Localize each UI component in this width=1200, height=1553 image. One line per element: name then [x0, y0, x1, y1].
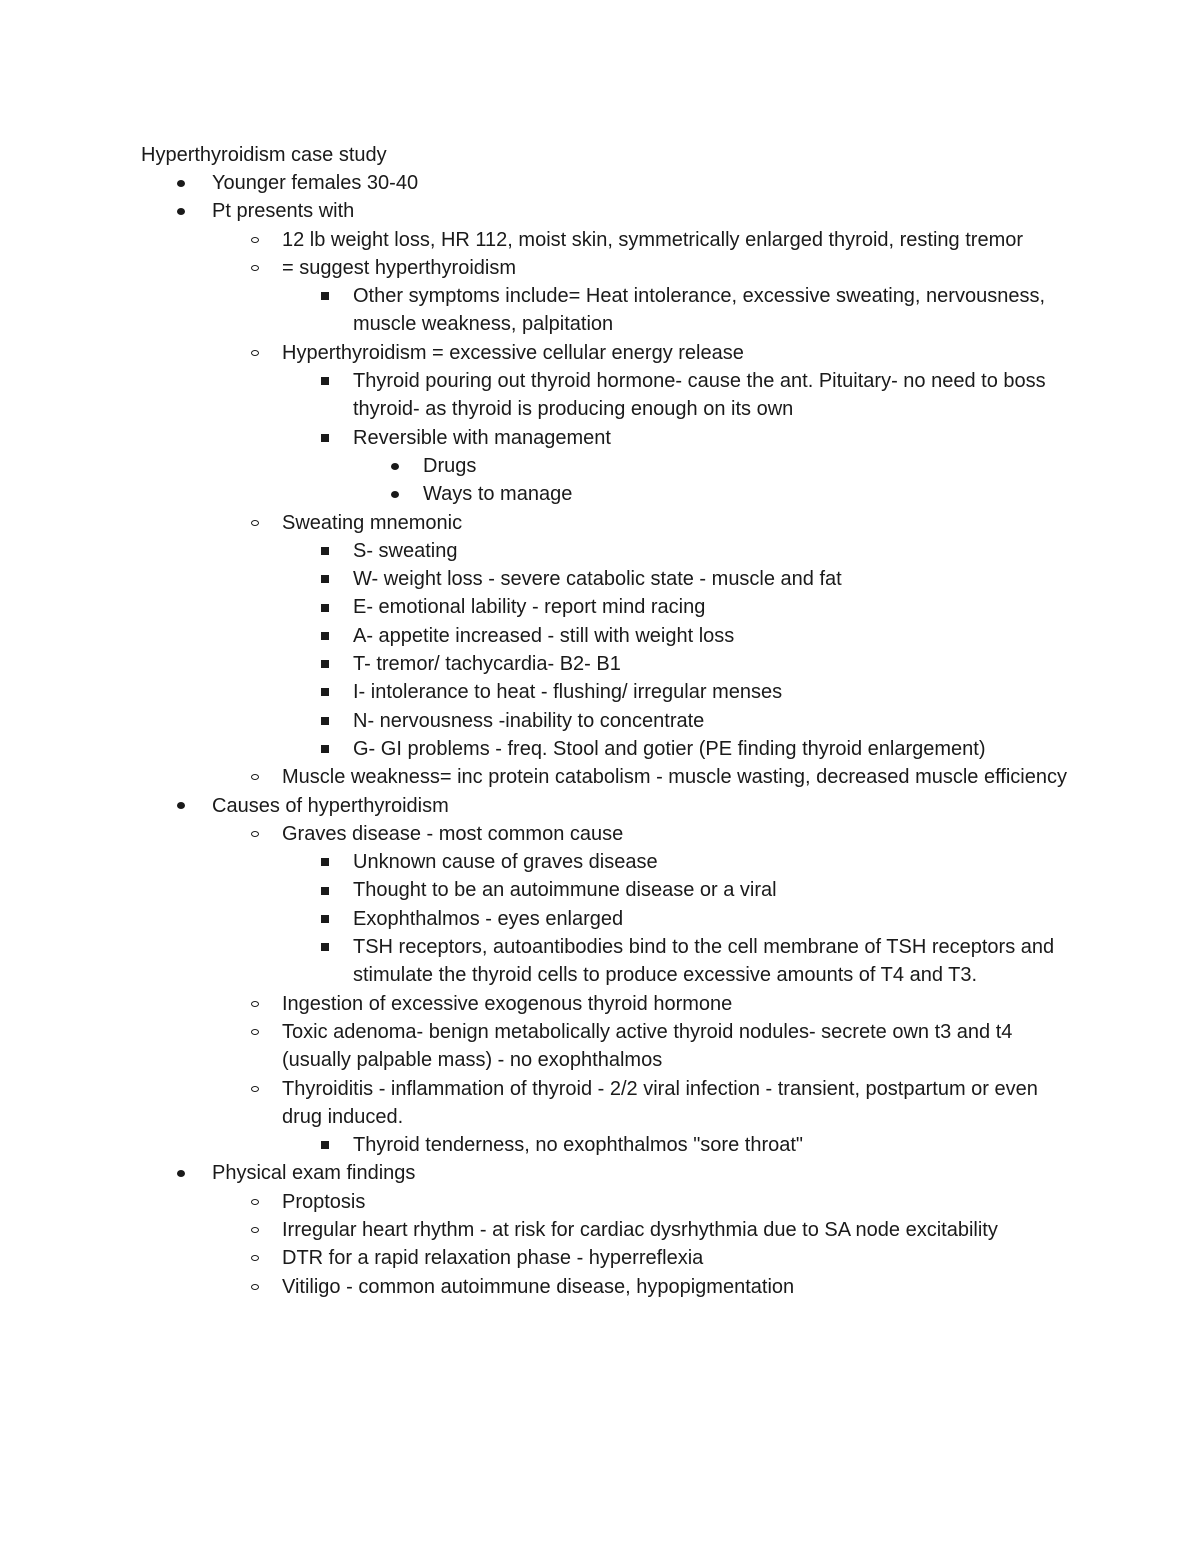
- bullet-circle-icon: [248, 254, 262, 282]
- list-item-text: Causes of hyperthyroidism: [212, 794, 449, 817]
- bullet-circle-icon: [248, 1216, 262, 1244]
- bullet-square-icon: [318, 735, 332, 763]
- list-item: [0, 678, 1200, 706]
- list-item-text: W- weight loss - severe catabolic state - muscle and fat: [353, 568, 842, 591]
- list-item: [0, 226, 1200, 254]
- list-item: [0, 1188, 1200, 1216]
- list-item: [0, 1018, 1200, 1075]
- list-item: [0, 1131, 1200, 1159]
- list-item: [0, 876, 1200, 904]
- list-item: [0, 1273, 1200, 1301]
- list-item: [0, 480, 1200, 508]
- list-item: [0, 1075, 1200, 1132]
- bullet-square-icon: [318, 905, 332, 933]
- list-item: [0, 339, 1200, 367]
- list-item-text: T- tremor/ tachycardia- B2- B1: [353, 653, 621, 676]
- list-item: [0, 565, 1200, 593]
- list-item: [0, 1159, 1200, 1187]
- bullet-circle-icon: [248, 509, 262, 537]
- document-title: Hyperthyroidism case study: [141, 144, 387, 166]
- list-item: [0, 933, 1200, 990]
- list-item: [0, 1216, 1200, 1244]
- list-item: [0, 254, 1200, 282]
- bullet-circle-icon: [248, 339, 262, 367]
- list-item-text: Drugs: [423, 454, 477, 477]
- bullet-square-icon: [318, 1131, 332, 1159]
- list-item: [0, 537, 1200, 565]
- list-item-text: Toxic adenoma- benign metabolically active thyroid nodules- secrete own t3 and t4 (usually palpable mass) - no exophthalmos: [282, 1020, 1013, 1072]
- list-item-text: Younger females 30-40: [212, 172, 419, 194]
- list-item: [0, 763, 1200, 791]
- bullet-square-icon: [318, 282, 332, 310]
- bullet-circle-icon: [248, 820, 262, 848]
- list-item: [0, 848, 1200, 876]
- list-item-text: A- appetite increased - still with weight loss: [353, 624, 735, 647]
- bullet-dot-icon: [174, 197, 188, 225]
- list-item-text: Vitiligo - common autoimmune disease, hypopigmentation: [282, 1275, 795, 1298]
- list-item-text: Physical exam findings: [212, 1162, 416, 1185]
- list-item-text: TSH receptors, autoantibodies bind to the cell membrane of TSH receptors and stimulate the thyroid cells to produce excessive amounts of T4 and T3.: [353, 936, 1055, 987]
- list-item: [0, 792, 1200, 820]
- list-item-text: Ways to manage: [423, 483, 573, 506]
- bullet-square-icon: [318, 876, 332, 904]
- list-item-text: Graves disease - most common cause: [282, 822, 624, 845]
- list-item-text: Other symptoms include= Heat intolerance, excessive sweating, nervousness, muscle weakness, palpitation: [353, 285, 1046, 336]
- bullet-circle-icon: [248, 1018, 262, 1046]
- list-item: [0, 820, 1200, 848]
- bullet-square-icon: [318, 622, 332, 650]
- list-item-text: Hyperthyroidism = excessive cellular energy release: [282, 341, 744, 364]
- list-item-text: Thyroiditis - inflammation of thyroid - 2/2 viral infection - transient, postpartum or even drug induced.: [282, 1077, 1038, 1128]
- bullet-square-icon: [318, 848, 332, 876]
- list-item: [0, 707, 1200, 735]
- list-item: [0, 509, 1200, 537]
- list-item: [0, 593, 1200, 621]
- bullet-circle-icon: [248, 1075, 262, 1103]
- list-item-text: 12 lb weight loss, HR 112, moist skin, symmetrically enlarged thyroid, resting tremor: [282, 228, 1024, 251]
- list-item-text: S- sweating: [353, 539, 458, 562]
- list-item: [0, 990, 1200, 1018]
- list-item-text: G- GI problems - freq. Stool and gotier (PE finding thyroid enlargement): [353, 737, 986, 760]
- list-item-text: Muscle weakness= inc protein catabolism - muscle wasting, decreased muscle efficiency: [282, 766, 1067, 789]
- list-item-text: Exophthalmos - eyes enlarged: [353, 907, 624, 930]
- list-item: [0, 424, 1200, 452]
- list-item-text: Thyroid tenderness, no exophthalmos "sore throat": [353, 1134, 803, 1157]
- list-item-text: I- intolerance to heat - flushing/ irregular menses: [353, 681, 783, 704]
- list-item: [0, 622, 1200, 650]
- bullet-circle-icon: [248, 1244, 262, 1272]
- bullet-dot-icon: [388, 452, 402, 480]
- bullet-square-icon: [318, 707, 332, 735]
- bullet-square-icon: [318, 424, 332, 452]
- list-item-text: Sweating mnemonic: [282, 511, 463, 534]
- list-item: [0, 197, 1200, 225]
- list-item-text: Irregular heart rhythm - at risk for cardiac dysrhythmia due to SA node excitability: [282, 1218, 998, 1241]
- bullet-circle-icon: [248, 226, 262, 254]
- list-item: [0, 169, 1200, 197]
- list-item: [0, 905, 1200, 933]
- list-item-text: Reversible with management: [353, 426, 611, 449]
- list-item-text: Proptosis: [282, 1190, 366, 1213]
- list-item: [0, 367, 1200, 424]
- bullet-square-icon: [318, 933, 332, 961]
- list-item: [0, 1244, 1200, 1272]
- bullet-circle-icon: [248, 990, 262, 1018]
- list-item-text: E- emotional lability - report mind racing: [353, 596, 706, 619]
- bullet-square-icon: [318, 367, 332, 395]
- bullet-circle-icon: [248, 1188, 262, 1216]
- list-item-text: Thought to be an autoimmune disease or a viral: [353, 879, 777, 902]
- list-item: [0, 452, 1200, 480]
- list-item-text: Thyroid pouring out thyroid hormone- cause the ant. Pituitary- no need to boss thyroid- as thyroid is producing enough on its own: [353, 370, 1046, 421]
- bullet-dot-icon: [388, 480, 402, 508]
- bullet-square-icon: [318, 537, 332, 565]
- list-item-text: Unknown cause of graves disease: [353, 851, 658, 874]
- list-item-text: DTR for a rapid relaxation phase - hyperreflexia: [282, 1247, 704, 1270]
- list-item-text: N- nervousness -inability to concentrate: [353, 709, 705, 732]
- list-item-text: Ingestion of excessive exogenous thyroid hormone: [282, 992, 733, 1015]
- bullet-square-icon: [318, 678, 332, 706]
- bullet-circle-icon: [248, 1273, 262, 1301]
- list-item: [0, 282, 1200, 339]
- bullet-square-icon: [318, 650, 332, 678]
- list-item-text: Pt presents with: [212, 200, 355, 223]
- bullet-square-icon: [318, 593, 332, 621]
- bullet-dot-icon: [174, 792, 188, 820]
- list-item: [0, 650, 1200, 678]
- bullet-circle-icon: [248, 763, 262, 791]
- bullet-dot-icon: [174, 169, 188, 197]
- bullet-dot-icon: [174, 1159, 188, 1187]
- list-item: [0, 735, 1200, 763]
- list-item-text: = suggest hyperthyroidism: [282, 256, 517, 279]
- outline-list: [0, 169, 1200, 1301]
- bullet-square-icon: [318, 565, 332, 593]
